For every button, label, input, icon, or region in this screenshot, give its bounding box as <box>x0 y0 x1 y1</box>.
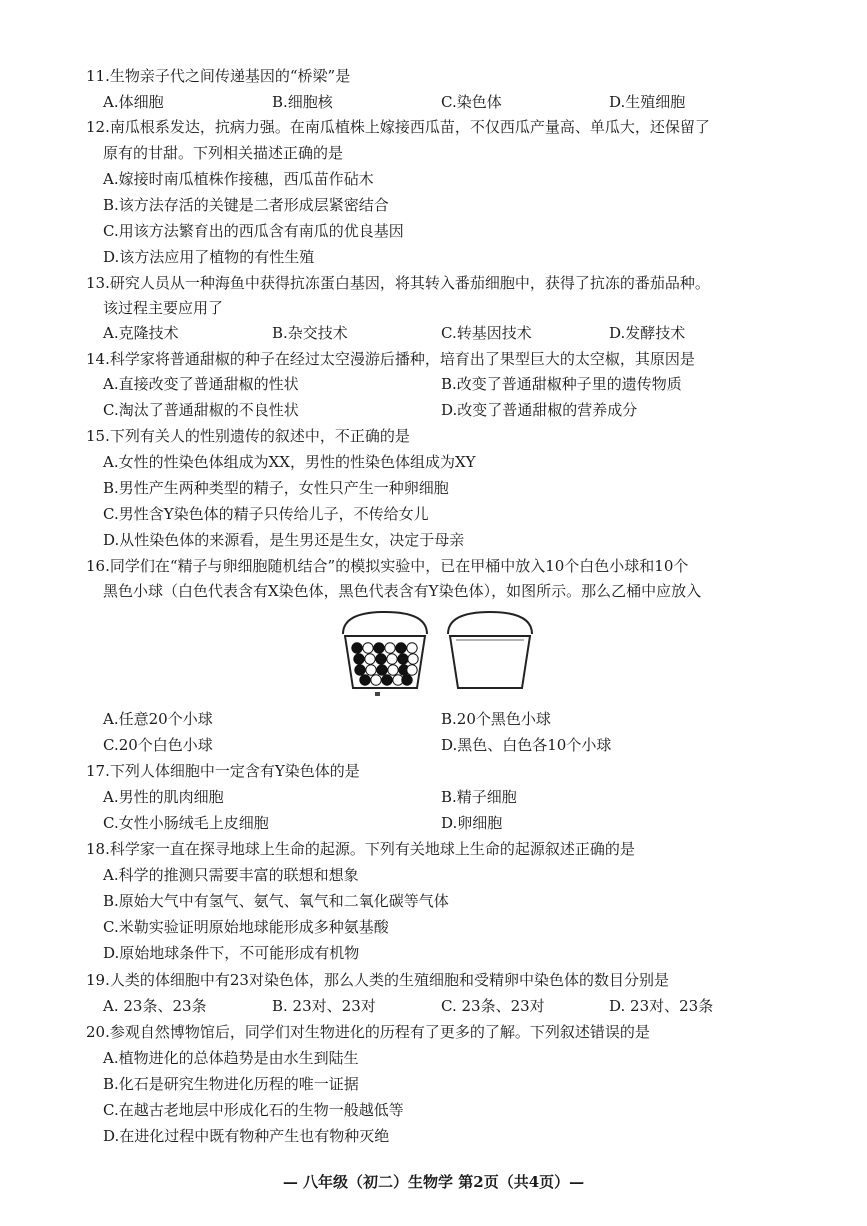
question-17-option-c: C.女性小肠绒毛上皮细胞 <box>103 814 269 832</box>
question-17-option-d: D.卵细胞 <box>441 814 503 832</box>
black-ball <box>360 675 370 685</box>
black-ball <box>382 675 392 685</box>
question-14-option-a: A.直接改变了普通甜椒的性状 <box>103 375 299 393</box>
question-13-option-b: B.杂交技术 <box>272 324 348 342</box>
white-ball <box>363 643 373 653</box>
question-16-option-b: B.20个黑色小球 <box>441 710 551 728</box>
white-ball <box>365 654 375 664</box>
question-13-stem: 13.研究人员从一种海鱼中获得抗冻蛋白基因，将其转入番茄细胞中，获得了抗冻的番茄品种。 <box>86 274 710 292</box>
black-ball <box>402 675 412 685</box>
question-11-option-d: D.生殖细胞 <box>609 93 686 111</box>
question-16-stem-cont: 黑色小球（白色代表含有X染色体，黑色代表含有Y染色体），如图所示。那么乙桶中应放入 <box>103 582 702 600</box>
question-15-stem: 15.下列有关人的性别遗传的叙述中，不正确的是 <box>86 427 410 445</box>
question-14-stem: 14.科学家将普通甜椒的种子在经过太空漫游后播种，培育出了果型巨大的太空椒，其原因是 <box>86 350 695 368</box>
question-16-option-a: A.任意20个小球 <box>103 710 213 728</box>
question-14-option-b: B.改变了普通甜椒种子里的遗传物质 <box>441 375 682 393</box>
white-ball <box>387 654 397 664</box>
question-14-option-c: C.淘汰了普通甜椒的不良性状 <box>103 401 299 419</box>
white-ball <box>366 665 376 675</box>
question-18-option-b: B.原始大气中有氢气、氨气、氧气和二氧化碳等气体 <box>103 892 449 910</box>
question-18-option-a: A.科学的推测只需要丰富的联想和想象 <box>103 866 359 884</box>
question-12-option-a: A.嫁接时南瓜植株作接穗，西瓜苗作砧木 <box>103 170 374 188</box>
black-ball <box>374 643 384 653</box>
question-12-stem: 12.南瓜根系发达，抗病力强。在南瓜植株上嫁接西瓜苗，不仅西瓜产量高、单瓜大，还保留了 <box>86 118 710 136</box>
question-12-option-d: D.该方法应用了植物的有性生殖 <box>103 248 315 266</box>
question-20-option-b: B.化石是研究生物进化历程的唯一证据 <box>103 1075 359 1093</box>
white-ball <box>408 654 418 664</box>
question-12-option-b: B.该方法存活的关键是二者形成层紧密结合 <box>103 196 389 214</box>
question-19-option-d: D. 23对、23条 <box>609 997 714 1015</box>
bucket-jia-label-mark <box>375 692 380 696</box>
question-18-option-d: D.原始地球条件下，不可能形成有机物 <box>103 944 360 962</box>
question-19-option-a: A. 23条、23条 <box>103 997 207 1015</box>
page-footer: — 八年级（初二）生物学 第2页（共4页）— <box>282 1173 585 1191</box>
question-14-option-d: D.改变了普通甜椒的营养成分 <box>441 401 638 419</box>
question-12-stem-cont: 原有的甘甜。下列相关描述正确的是 <box>103 144 344 162</box>
question-11-option-a: A.体细胞 <box>103 93 164 111</box>
question-13-option-c: C.转基因技术 <box>441 324 532 342</box>
white-ball <box>388 665 398 675</box>
white-ball <box>407 665 417 675</box>
question-15-option-c: C.男性含Y染色体的精子只传给儿子，不传给女儿 <box>103 505 429 523</box>
question-20-option-a: A.植物进化的总体趋势是由水生到陆生 <box>103 1049 359 1067</box>
white-ball <box>385 643 395 653</box>
question-16-option-c: C.20个白色小球 <box>103 736 213 754</box>
question-18-stem: 18.科学家一直在探寻地球上生命的起源。下列有关地球上生命的起源叙述正确的是 <box>86 840 635 858</box>
black-ball <box>352 643 362 653</box>
black-ball <box>377 665 387 675</box>
question-16-stem: 16.同学们在“精子与卵细胞随机结合”的模拟实验中，已在甲桶中放入10个白色小球和10个 <box>86 557 689 575</box>
bucket-yi-body <box>450 636 530 688</box>
black-ball <box>354 654 364 664</box>
question-13-option-a: A.克隆技术 <box>103 324 179 342</box>
question-20-stem: 20.参观自然博物馆后，同学们对生物进化的历程有了更多的了解。下列叙述错误的是 <box>86 1023 650 1041</box>
question-20-option-c: C.在越古老地层中形成化石的生物一般越低等 <box>103 1101 404 1119</box>
question-11-option-b: B.细胞核 <box>272 93 333 111</box>
bucket-yi-handle <box>448 612 532 634</box>
question-11-stem: 11.生物亲子代之间传递基因的“桥梁”是 <box>86 67 351 85</box>
question-17-stem: 17.下列人体细胞中一定含有Y染色体的是 <box>86 762 360 780</box>
black-ball <box>396 643 406 653</box>
bucket-yi-figure <box>440 610 540 700</box>
black-ball <box>355 665 365 675</box>
white-ball <box>407 643 417 653</box>
question-15-option-b: B.男性产生两种类型的精子，女性只产生一种卵细胞 <box>103 479 449 497</box>
question-19-stem: 19.人类的体细胞中有23对染色体，那么人类的生殖细胞和受精卵中染色体的数目分别是 <box>86 971 669 989</box>
question-11-option-c: C.染色体 <box>441 93 502 111</box>
question-13-stem-cont: 该过程主要应用了 <box>103 299 224 317</box>
bucket-jia-handle <box>343 612 427 634</box>
question-18-option-c: C.米勒实验证明原始地球能形成多种氨基酸 <box>103 918 389 936</box>
question-20-option-d: D.在进化过程中既有物种产生也有物种灭绝 <box>103 1127 390 1145</box>
question-12-option-c: C.用该方法繁育出的西瓜含有南瓜的优良基因 <box>103 222 404 240</box>
question-17-option-b: B.精子细胞 <box>441 788 517 806</box>
black-ball <box>376 654 386 664</box>
question-19-option-c: C. 23条、23对 <box>441 997 545 1015</box>
black-ball <box>398 654 408 664</box>
question-16-option-d: D.黑色、白色各10个小球 <box>441 736 612 754</box>
white-ball <box>371 675 381 685</box>
question-15-option-d: D.从性染色体的来源看，是生男还是生女，决定于母亲 <box>103 531 465 549</box>
question-17-option-a: A.男性的肌肉细胞 <box>103 788 224 806</box>
question-19-option-b: B. 23对、23对 <box>272 997 376 1015</box>
bucket-jia-figure <box>335 610 435 700</box>
question-13-option-d: D.发酵技术 <box>609 324 686 342</box>
question-15-option-a: A.女性的性染色体组成为XX，男性的性染色体组成为XY <box>103 453 476 471</box>
